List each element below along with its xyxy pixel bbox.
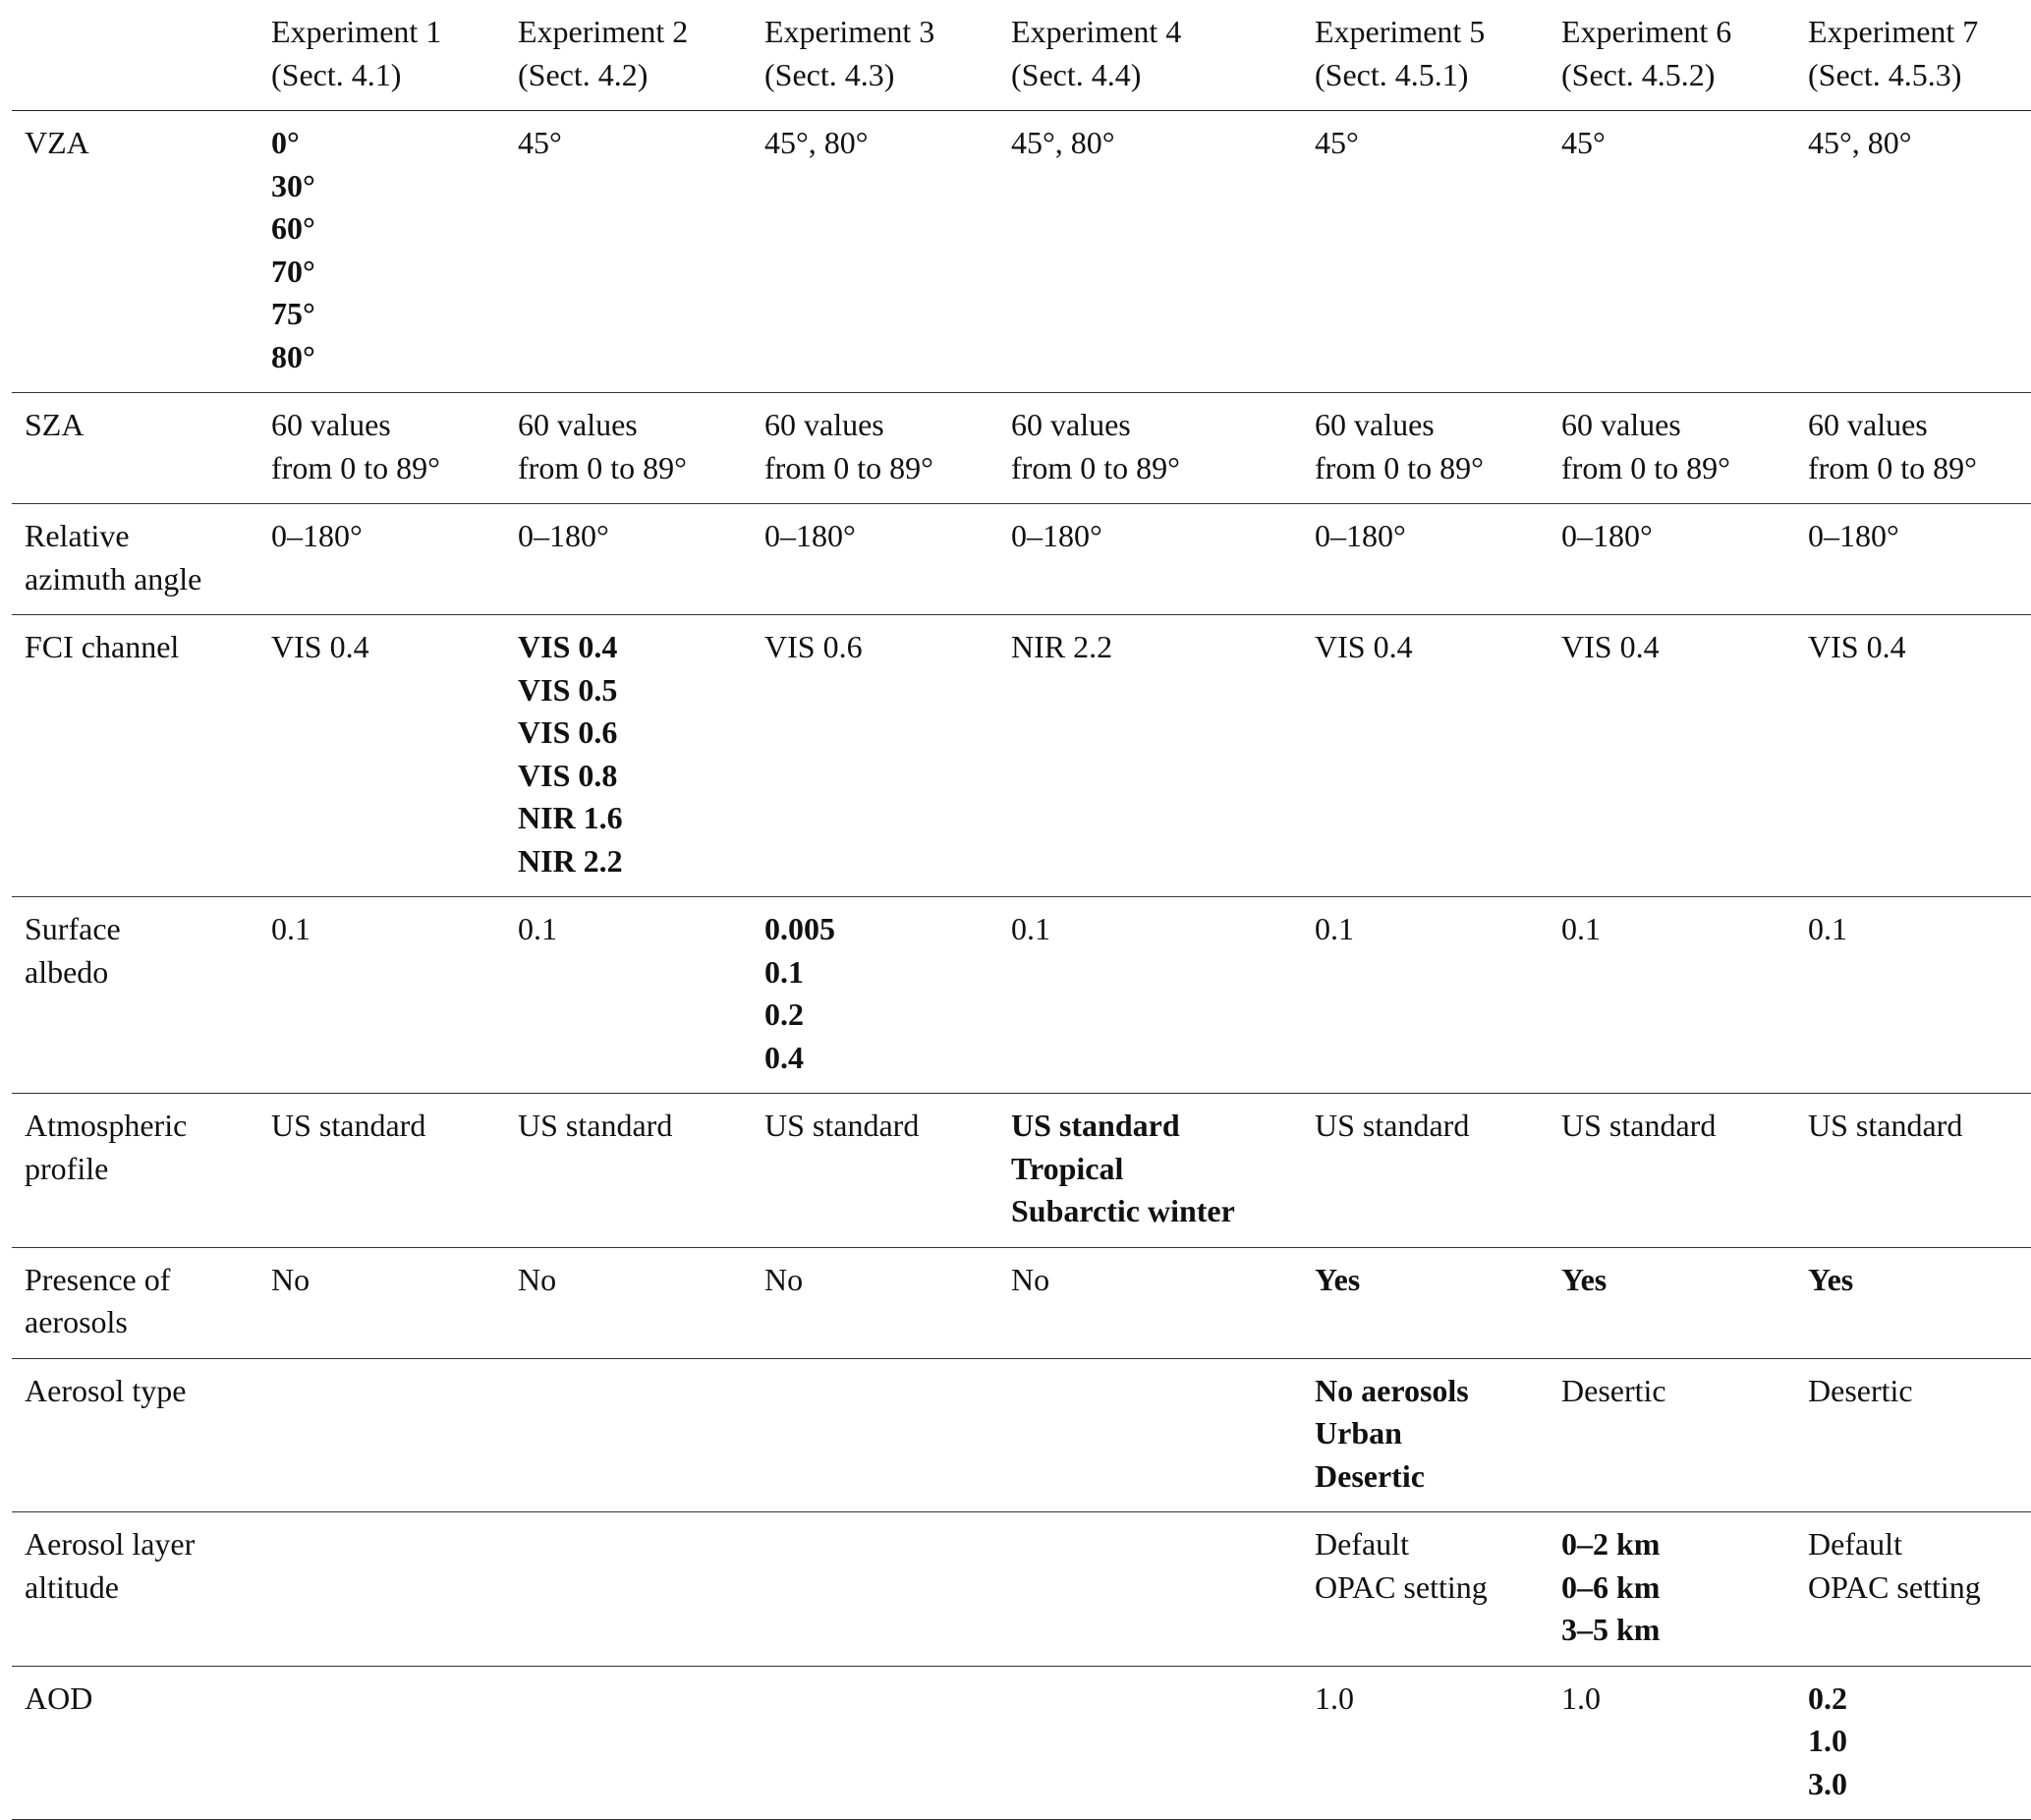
cell-line: Aerosol layer: [25, 1526, 196, 1562]
table-cell: [1302, 615, 1549, 897]
cell-line: 0°: [271, 125, 300, 160]
header-row: [12, 0, 2031, 111]
table-cell: [1302, 393, 1549, 504]
cell-line: Experiment 3: [764, 14, 935, 49]
cell-line: Default: [1315, 1526, 1409, 1562]
cell-line: Presence of: [25, 1261, 171, 1297]
cell-line: azimuth angle: [25, 560, 202, 597]
table-cell: [258, 111, 505, 393]
cell-line: VIS 0.4: [1808, 629, 1906, 664]
cell-line: VIS 0.8: [518, 757, 618, 793]
table-cell: [1302, 1358, 1549, 1512]
table-row: [12, 504, 2031, 615]
cell-line: No aerosols: [1315, 1372, 1469, 1408]
table-cell: [752, 615, 998, 897]
cell-line: FCI channel: [25, 629, 180, 664]
cell-line: 0–2 km: [1561, 1526, 1661, 1562]
table-cell: [1795, 1247, 2031, 1358]
row-label-presence-of-aerosols: [12, 1247, 258, 1358]
cell-line: VIS 0.6: [518, 714, 618, 750]
row-label-atmospheric-profile: [12, 1094, 258, 1248]
cell-line: No: [764, 1261, 804, 1297]
table-cell: [1302, 111, 1549, 393]
cell-line: 3.0: [1808, 1765, 1847, 1801]
cell-line: 30°: [271, 167, 315, 203]
cell-line: US standard: [1808, 1108, 1963, 1143]
cell-line: 0.005: [764, 911, 835, 946]
table-cell: [505, 897, 752, 1094]
cell-line: 45°: [1561, 125, 1606, 160]
cell-line: 45°, 80°: [764, 125, 869, 160]
cell-line: No: [518, 1261, 557, 1297]
table-cell: [258, 1247, 505, 1358]
cell-line: VIS 0.4: [271, 629, 369, 664]
table-cell: [505, 393, 752, 504]
cell-line: US standard: [1561, 1108, 1717, 1143]
cell-line: No: [271, 1261, 310, 1297]
table-row: [12, 1358, 2031, 1512]
table-cell: [752, 504, 998, 615]
cell-line: VIS 0.4: [1561, 629, 1660, 664]
cell-line: VIS 0.5: [518, 671, 618, 708]
cell-line: Atmospheric: [25, 1108, 188, 1143]
table-cell: [505, 1094, 752, 1248]
cell-line: Desertic: [1315, 1457, 1425, 1494]
cell-line: 45°, 80°: [1011, 125, 1115, 160]
cell-line: from 0 to 89°: [1561, 449, 1730, 485]
table-cell: [1549, 1247, 1795, 1358]
cell-line: 0–180°: [1561, 518, 1653, 553]
header-cell-experiment-1: [258, 0, 505, 111]
table-row: [12, 111, 2031, 393]
cell-line: from 0 to 89°: [518, 449, 687, 485]
experiment-settings-table: [12, 0, 2031, 1820]
cell-line: (Sect. 4.5.2): [1561, 56, 1716, 92]
cell-line: US standard: [1011, 1108, 1180, 1143]
cell-line: Default: [1808, 1526, 1902, 1562]
table-cell: [1795, 1512, 2031, 1667]
table-cell: [998, 393, 1302, 504]
table-cell: [1549, 1512, 1795, 1667]
cell-line: AOD: [25, 1679, 93, 1716]
table-row: [12, 1666, 2031, 1820]
table-cell: [998, 897, 1302, 1094]
table-cell: [1795, 393, 2031, 504]
cell-line: Desertic: [1561, 1372, 1666, 1408]
table-cell: [998, 1512, 1302, 1667]
cell-line: Subarctic winter: [1011, 1193, 1235, 1228]
cell-line: VIS 0.4: [1315, 629, 1413, 664]
cell-line: 3–5 km: [1561, 1612, 1661, 1647]
cell-line: 75°: [271, 296, 315, 331]
cell-line: 0.2: [764, 996, 804, 1032]
table-cell: [1795, 1666, 2031, 1820]
cell-line: 60 values: [1808, 407, 1928, 442]
cell-line: from 0 to 89°: [1315, 449, 1484, 485]
table-cell: [258, 615, 505, 897]
table-cell: [752, 1666, 998, 1820]
cell-line: 0–6 km: [1561, 1568, 1661, 1605]
cell-line: (Sect. 4.4): [1011, 56, 1142, 92]
table-cell: [998, 1358, 1302, 1512]
cell-line: 1.0: [1808, 1723, 1847, 1758]
row-label-sza: [12, 393, 258, 504]
table-cell: [1302, 897, 1549, 1094]
cell-line: US standard: [271, 1108, 426, 1143]
table-cell: [258, 1358, 505, 1512]
table-cell: [258, 504, 505, 615]
table-cell: [505, 111, 752, 393]
cell-line: Experiment 5: [1315, 14, 1486, 49]
cell-line: 70°: [271, 253, 315, 289]
cell-line: NIR 1.6: [518, 800, 623, 835]
cell-line: 0–180°: [271, 518, 363, 553]
table-cell: [1302, 1512, 1549, 1667]
table-cell: [1549, 1666, 1795, 1820]
cell-line: 0.1: [1315, 911, 1354, 946]
table-row: [12, 1247, 2031, 1358]
cell-line: 60 values: [1011, 407, 1131, 442]
cell-line: Relative: [25, 518, 130, 553]
table-row: [12, 897, 2031, 1094]
table-cell: [998, 615, 1302, 897]
header-cell-experiment-2: [505, 0, 752, 111]
header-cell-experiment-6: [1549, 0, 1795, 111]
table-cell: [752, 897, 998, 1094]
table-cell: [752, 393, 998, 504]
table-cell: [505, 1358, 752, 1512]
table-cell: [505, 615, 752, 897]
table-cell: [1549, 504, 1795, 615]
cell-line: (Sect. 4.3): [764, 56, 895, 92]
table-cell: [505, 1512, 752, 1667]
table-cell: [1795, 1358, 2031, 1512]
cell-line: 0.1: [1561, 911, 1601, 946]
row-label-fci-channel: [12, 615, 258, 897]
cell-line: 0.1: [1011, 911, 1050, 946]
cell-line: 60 values: [1561, 407, 1681, 442]
cell-line: 45°, 80°: [1808, 125, 1912, 160]
cell-line: Experiment 7: [1808, 14, 1979, 49]
table-cell: [1302, 1666, 1549, 1820]
cell-line: (Sect. 4.5.1): [1315, 56, 1469, 92]
table-cell: [1795, 897, 2031, 1094]
cell-line: Tropical: [1011, 1150, 1124, 1186]
cell-line: VIS 0.6: [764, 629, 863, 664]
table-row: [12, 393, 2031, 504]
cell-line: 60 values: [1315, 407, 1435, 442]
table-cell: [1549, 897, 1795, 1094]
table-cell: [752, 1247, 998, 1358]
cell-line: 0.1: [271, 911, 310, 946]
row-label-surface-albedo: [12, 897, 258, 1094]
table-cell: [998, 1094, 1302, 1248]
cell-line: Desertic: [1808, 1372, 1913, 1408]
cell-line: aerosols: [25, 1304, 128, 1339]
cell-line: VZA: [25, 125, 89, 160]
cell-line: Yes: [1315, 1261, 1361, 1297]
table-cell: [998, 111, 1302, 393]
header-cell-experiment-4: [998, 0, 1302, 111]
table-cell: [998, 504, 1302, 615]
cell-line: 0.1: [764, 953, 804, 990]
table-cell: [1302, 1094, 1549, 1248]
cell-line: Aerosol type: [25, 1372, 187, 1408]
cell-line: 80°: [271, 338, 315, 374]
cell-line: 60 values: [271, 407, 391, 442]
cell-line: 0–180°: [1011, 518, 1102, 553]
cell-line: Experiment 1: [271, 14, 442, 49]
cell-line: from 0 to 89°: [1808, 449, 1977, 485]
table-cell: [505, 504, 752, 615]
table-row: [12, 1094, 2031, 1248]
header-cell-experiment-7: [1795, 0, 2031, 111]
row-label-relative-azimuth-angle: [12, 504, 258, 615]
table-cell: [258, 1512, 505, 1667]
table-row: [12, 1512, 2031, 1667]
cell-line: 1.0: [1561, 1679, 1601, 1716]
row-label-vza: [12, 111, 258, 393]
cell-line: US standard: [1315, 1108, 1470, 1143]
table-cell: [998, 1666, 1302, 1820]
cell-line: (Sect. 4.2): [518, 56, 649, 92]
cell-line: (Sect. 4.5.3): [1808, 56, 1962, 92]
cell-line: 0–180°: [518, 518, 609, 553]
table-cell: [752, 111, 998, 393]
cell-line: 0.1: [1808, 911, 1847, 946]
cell-line: NIR 2.2: [1011, 629, 1113, 664]
cell-line: Yes: [1808, 1261, 1854, 1297]
cell-line: NIR 2.2: [518, 842, 623, 879]
cell-line: Experiment 6: [1561, 14, 1732, 49]
table-cell: [505, 1666, 752, 1820]
cell-line: from 0 to 89°: [764, 449, 933, 485]
cell-line: from 0 to 89°: [1011, 449, 1180, 485]
cell-line: 0.2: [1808, 1679, 1847, 1716]
cell-line: 45°: [1315, 125, 1359, 160]
cell-line: OPAC setting: [1315, 1568, 1488, 1605]
cell-line: 60 values: [764, 407, 884, 442]
table-cell: [998, 1247, 1302, 1358]
table-cell: [1549, 111, 1795, 393]
row-label-aerosol-type: [12, 1358, 258, 1512]
table-cell: [1549, 1094, 1795, 1248]
cell-line: 0.1: [518, 911, 557, 946]
cell-line: altitude: [25, 1568, 119, 1605]
cell-line: No: [1011, 1261, 1050, 1297]
cell-line: 0–180°: [1808, 518, 1899, 553]
cell-line: 0–180°: [764, 518, 856, 553]
cell-line: (Sect. 4.1): [271, 56, 402, 92]
table-cell: [1302, 504, 1549, 615]
row-label-aerosol-layer-altitude: [12, 1512, 258, 1667]
table-cell: [1795, 504, 2031, 615]
row-label-aod: [12, 1666, 258, 1820]
cell-line: Experiment 2: [518, 14, 689, 49]
cell-line: 0.4: [764, 1039, 804, 1075]
cell-line: albedo: [25, 953, 109, 990]
table-cell: [752, 1094, 998, 1248]
cell-line: OPAC setting: [1808, 1568, 1981, 1605]
table-cell: [752, 1512, 998, 1667]
cell-line: 60 values: [518, 407, 638, 442]
header-cell-blank: [12, 0, 258, 111]
cell-line: US standard: [518, 1108, 673, 1143]
cell-line: profile: [25, 1150, 109, 1186]
table-header: [12, 0, 2031, 111]
header-cell-experiment-3: [752, 0, 998, 111]
cell-line: SZA: [25, 407, 85, 442]
table-cell: [258, 1666, 505, 1820]
table-cell: [1795, 615, 2031, 897]
cell-line: VIS 0.4: [518, 629, 618, 664]
cell-line: Surface: [25, 911, 121, 946]
table-cell: [752, 1358, 998, 1512]
table-cell: [1302, 1247, 1549, 1358]
table-cell: [258, 897, 505, 1094]
table-cell: [1549, 615, 1795, 897]
table-cell: [1795, 111, 2031, 393]
cell-line: Yes: [1561, 1261, 1608, 1297]
table-body: [12, 111, 2031, 1820]
table-cell: [1549, 393, 1795, 504]
table-row: [12, 615, 2031, 897]
table-cell: [1549, 1358, 1795, 1512]
table-cell: [258, 393, 505, 504]
cell-line: US standard: [764, 1108, 920, 1143]
header-cell-experiment-5: [1302, 0, 1549, 111]
cell-line: 60°: [271, 210, 315, 246]
table-cell: [505, 1247, 752, 1358]
cell-line: 0–180°: [1315, 518, 1406, 553]
cell-line: Experiment 4: [1011, 14, 1182, 49]
cell-line: Urban: [1315, 1415, 1402, 1450]
cell-line: 45°: [518, 125, 562, 160]
table-cell: [1795, 1094, 2031, 1248]
cell-line: 1.0: [1315, 1679, 1354, 1716]
cell-line: from 0 to 89°: [271, 449, 440, 485]
table-cell: [258, 1094, 505, 1248]
